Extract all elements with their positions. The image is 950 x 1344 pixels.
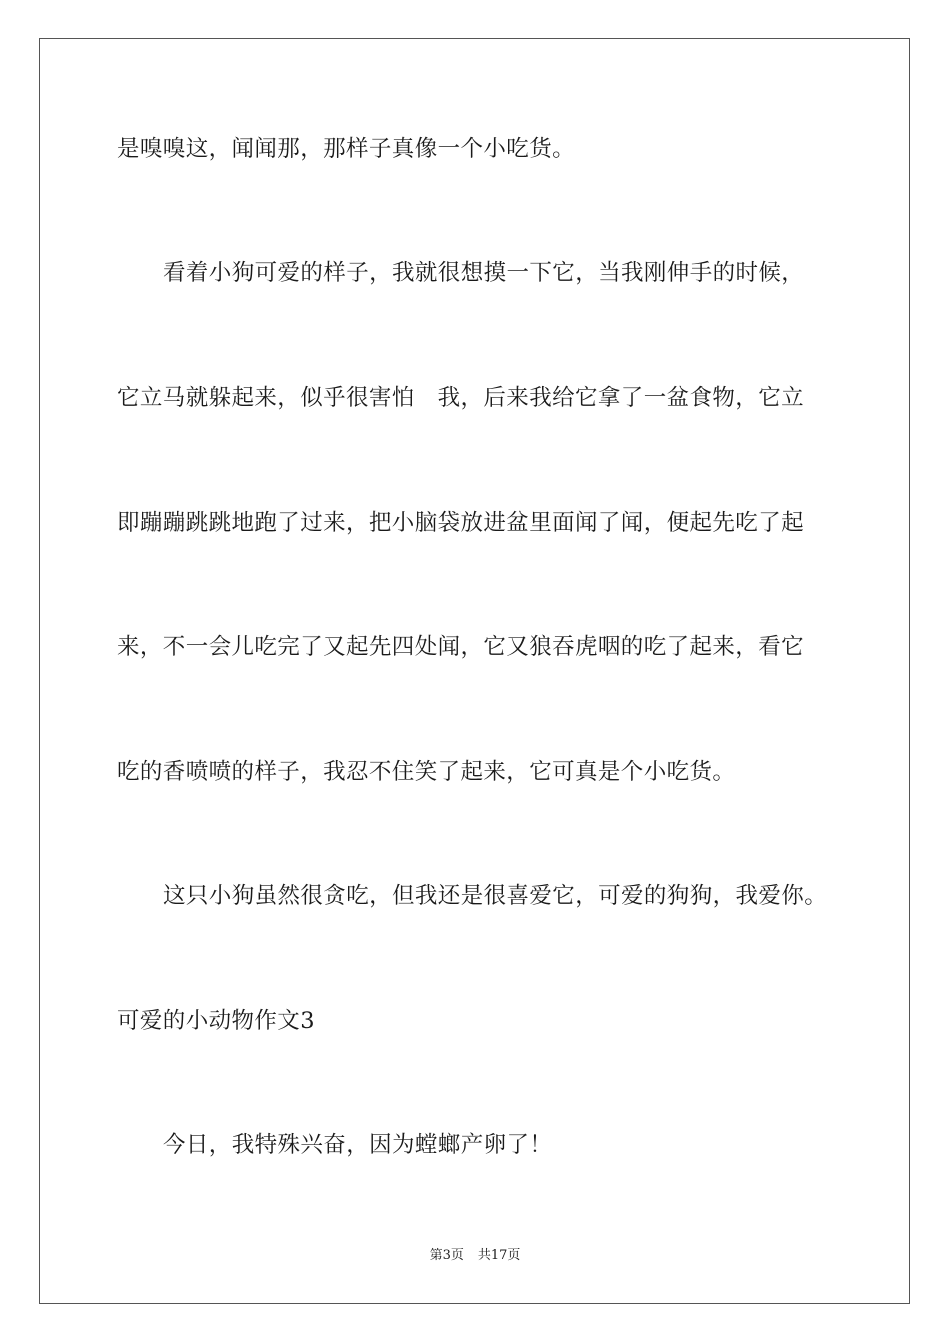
paragraph-start: 这只小狗虽然很贪吃，但我还是很喜爱它，可爱的狗狗，我爱你。 [163,883,828,909]
page-total: 共17页 [477,1248,521,1263]
paragraph-start: 今日，我特殊兴奋，因为螳螂产卵了！ [163,1132,553,1158]
text-line: 即蹦蹦跳跳地跑了过来，把小脑袋放进盆里面闻了闻，便起先吃了起 [117,510,805,536]
page-footer [0,1247,950,1265]
text-line: 它立马就躲起来，似乎很害怕 我，后来我给它拿了一盆食物，它立 [117,385,805,411]
paragraph-start: 看着小狗可爱的样子，我就很想摸一下它，当我刚伸手的时候， [163,260,805,286]
section-heading: 可爱的小动物作文3 [117,1008,315,1034]
page-number: 第3页 [429,1248,464,1263]
page-frame [39,38,910,1304]
text-line: 吃的香喷喷的样子，我忍不住笑了起来，它可真是个小吃货。 [117,759,736,785]
text-line: 来，不一会儿吃完了又起先四处闻，它又狼吞虎咽的吃了起来，看它 [117,634,805,660]
text-line: 是嗅嗅这，闻闻那，那样子真像一个小吃货。 [117,136,576,162]
